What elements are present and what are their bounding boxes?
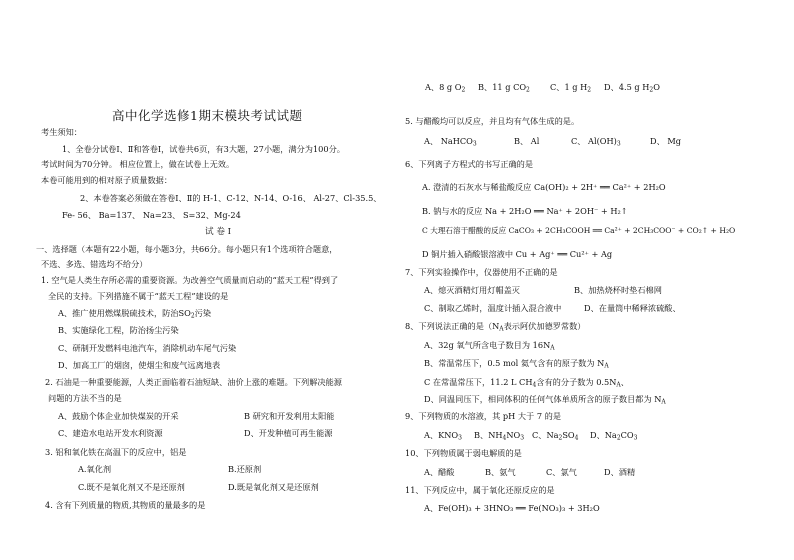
q8-option-c-text: C 在常温常压下，11.2 L CH bbox=[424, 377, 533, 387]
q8-option-a-text: A、32g 氧气所含电子数目为 16N bbox=[424, 340, 551, 350]
q1-option-a-text: A、推广使用燃煤脱硫技术，防治SO bbox=[58, 308, 191, 318]
section-instruction-2: 不选、多选、错选均不给分） bbox=[41, 259, 148, 269]
q4-option-d-sub: 2 bbox=[649, 86, 654, 94]
q8-option-a bbox=[424, 341, 555, 352]
q8-option-c-mid: 含有的分子数为 0.5N bbox=[536, 377, 617, 387]
q4-option-c-text: C、1 g H bbox=[550, 82, 588, 92]
q9-option-d-sub: 2 bbox=[616, 434, 621, 442]
q8-option-b-sub: A bbox=[604, 362, 609, 370]
q9-option-a bbox=[424, 431, 462, 442]
q9-option-c-text: C、Na bbox=[532, 430, 559, 440]
q2-stem-2: 问题的方法不当的是 bbox=[48, 393, 122, 403]
q3-option-b: B.还原剂 bbox=[228, 464, 262, 474]
q9-option-b-tail: NO bbox=[506, 430, 521, 440]
q9-option-c bbox=[532, 431, 578, 442]
q8-option-c bbox=[424, 378, 629, 389]
q2-stem-1: 2. 石油是一种重要能源，人类正面临着石油短缺、油价上涨的难题。下列解决能源 bbox=[45, 377, 342, 387]
q10-stem: 10、下列物质属于弱电解质的是 bbox=[405, 448, 522, 458]
q4-option-c bbox=[550, 83, 591, 94]
q3-option-a: A.氧化剂 bbox=[78, 464, 112, 474]
q6-option-a: A. 澄清的石灰水与稀盐酸反应 Ca(OH)₂ + 2H⁺ ══ Ca²⁺ + 2H₂O bbox=[422, 182, 666, 192]
q4-option-b bbox=[478, 83, 530, 94]
q9-option-b bbox=[474, 431, 524, 442]
exam-title: 高中化学选修1期末模块考试试题 bbox=[112, 108, 303, 123]
q3-option-c: C.既不是氧化剂又不是还原剂 bbox=[78, 482, 185, 492]
q2-option-b: B 研究和开发利用太阳能 bbox=[244, 411, 335, 421]
q9-option-c-tail: SO bbox=[562, 430, 575, 440]
q1-option-a bbox=[58, 309, 211, 320]
q2-option-d: D、开发种植可再生能源 bbox=[244, 428, 333, 438]
q8-stem-text: 8、下列说法正确的是（N bbox=[405, 321, 500, 331]
q4-option-d-text: D、4.5 g H bbox=[604, 82, 650, 92]
q3-stem: 3. 铝和氧化铁在高温下的反应中，铝是 bbox=[45, 447, 187, 457]
q11-stem: 11、下列反应中，属于氧化还原反应的是 bbox=[405, 485, 555, 495]
q1-option-a-tail: 污染 bbox=[194, 308, 212, 318]
q9-stem: 9、下列物质的水溶液，其 pH 大于 7 的是 bbox=[405, 411, 562, 421]
q6-stem: 6、下列离子方程式的书写正确的是 bbox=[405, 159, 534, 169]
q1-option-b: B、实施绿化工程，防治扬尘污染 bbox=[58, 325, 179, 335]
notice-heading: 考生须知： bbox=[41, 127, 82, 137]
q6-option-c: C 大理石溶于醋酸的反应 CaCO₃ + 2CH₃COOH ══ Ca²⁺ + 2CH₃COO⁻ + CO₂↑ + H₂O bbox=[422, 226, 736, 235]
q9-option-c-sub2: 4 bbox=[574, 434, 579, 442]
q4-option-c-sub: 2 bbox=[587, 86, 592, 94]
q5-option-c-text: C、 Al(OH) bbox=[571, 136, 617, 146]
q10-option-c: C、氯气 bbox=[546, 467, 577, 477]
q4-option-b-text: B、11 g CO bbox=[478, 82, 527, 92]
q8-stem-sub: A bbox=[499, 325, 504, 333]
q4-option-a-text: A、8 g O bbox=[425, 82, 462, 92]
q2-option-a: A、鼓励个体企业加快煤炭的开采 bbox=[58, 411, 179, 421]
q1-stem-2: 全民的支持。下列措施不属于“蓝天工程”建设的是 bbox=[48, 291, 229, 301]
q5-option-c bbox=[571, 137, 621, 148]
q9-option-d-tail: CO bbox=[620, 430, 634, 440]
notice-time: 考试时间为70分钟。 相应位置上，做在试卷上无效。 bbox=[41, 159, 235, 169]
q10-option-b: B、氨气 bbox=[485, 467, 516, 477]
q1-stem-1: 1. 空气是人类生存所必需的重要资源。为改善空气质量而启动的“蓝天工程”得到了 bbox=[41, 275, 339, 285]
q10-option-d: D、酒精 bbox=[604, 467, 636, 477]
q5-option-a-sub: 3 bbox=[472, 140, 477, 148]
section-instruction-1: 一、选择题（本题有22小题，每小题3分，共66分。每小题只有1个选项符合题意， bbox=[36, 244, 338, 254]
q6-option-b: B. 钠与水的反应 Na + 2H₂O ══ Na⁺ + 2OH⁻ + H₂↑ bbox=[422, 206, 628, 216]
q8-option-d-text: D、同温同压下，相同体积的任何气体单质所含的原子数目都为 N bbox=[424, 394, 662, 404]
q7-stem: 7、下列实验操作中，仪器使用不正确的是 bbox=[405, 267, 558, 277]
q8-option-a-sub: A bbox=[550, 344, 555, 352]
q5-option-b: B、 Al bbox=[514, 136, 540, 146]
q4-option-b-sub: 2 bbox=[526, 86, 530, 94]
q7-option-b: B、加热烧杯时垫石棉网 bbox=[574, 285, 662, 295]
q9-option-d bbox=[590, 431, 637, 442]
q5-option-c-sub: 3 bbox=[616, 140, 621, 148]
q1-option-d: D、加高工厂的烟囱，使烟尘和废气远离地表 bbox=[58, 360, 221, 370]
q8-option-c-sub1: 4 bbox=[532, 381, 537, 389]
q3-option-d: D.既是氧化剂又是还原剂 bbox=[228, 482, 319, 492]
atomic-mass-heading: 本卷可能用到的相对原子质量数据： bbox=[41, 175, 173, 185]
q8-option-b-text: B、常温常压下，0.5 mol 氦气含有的原子数为 N bbox=[424, 358, 605, 368]
q9-option-b-text: B、NH bbox=[474, 430, 503, 440]
q6-option-d: D 铜片插入硝酸银溶液中 Cu + Ag⁺ ══ Cu²⁺ + Ag bbox=[422, 249, 613, 259]
q9-option-b-sub2: 3 bbox=[520, 434, 525, 442]
notice-item-1: 1、全卷分试卷Ⅰ、Ⅱ和答卷Ⅰ，试卷共6页，有3大题，27小题，满分为100分。 bbox=[62, 144, 345, 154]
section-header: 试 卷 Ⅰ bbox=[205, 227, 232, 237]
q8-stem bbox=[405, 322, 585, 333]
q9-option-a-sub: 3 bbox=[458, 434, 462, 442]
q2-option-c: C、建造水电站开发水利资源 bbox=[58, 428, 163, 438]
q7-option-a: A、熄灭酒精灯用灯帽盖灭 bbox=[424, 285, 520, 295]
q9-option-d-text: D、Na bbox=[590, 430, 617, 440]
q8-option-b bbox=[424, 359, 609, 370]
q4-option-d bbox=[604, 83, 660, 94]
notice-item-2a: 2、本卷答案必须做在答卷Ⅰ、Ⅱ的 H-1、C-12、N-14、O-16、 Al-27、Cl-35.5、 bbox=[80, 193, 382, 203]
notice-item-2b: Fe- 56、 Ba=137、 Na=23、 S=32、Mg-24 bbox=[62, 210, 241, 220]
q8-stem-tail: 表示阿伏加德罗常数） bbox=[503, 321, 586, 331]
q4-option-a-sub: 2 bbox=[461, 86, 466, 94]
q5-option-a bbox=[424, 137, 477, 148]
q10-option-a: A、醋酸 bbox=[424, 467, 455, 477]
q9-option-a-text: A、KNO bbox=[424, 430, 459, 440]
q5-option-a-text: A、 NaHCO bbox=[424, 136, 473, 146]
q8-option-d-sub: A bbox=[661, 398, 666, 406]
q9-option-b-sub: 4 bbox=[502, 434, 507, 442]
q5-option-d: D、 Mg bbox=[650, 136, 681, 146]
q4-option-a bbox=[425, 83, 465, 94]
q8-option-d bbox=[424, 395, 666, 406]
q1-option-c: C、研制开发燃料电池汽车，消除机动车尾气污染 bbox=[58, 343, 237, 353]
q7-option-d: D、在量筒中稀释浓硫酸、 bbox=[584, 303, 681, 313]
q4-stem: 4. 含有下列质量的物质,其物质的量最多的是 bbox=[45, 500, 206, 510]
q1-option-a-sub: 2 bbox=[190, 312, 195, 320]
q7-option-c: C、制取乙烯时，温度计插入混合液中 bbox=[424, 303, 562, 313]
q5-stem: 5. 与醋酸均可以反应，并且均有气体生成的是。 bbox=[405, 116, 580, 126]
q9-option-d-sub2: 3 bbox=[633, 434, 638, 442]
q9-option-c-sub: 2 bbox=[558, 434, 563, 442]
q8-option-c-tail: 、 bbox=[620, 377, 629, 387]
q4-option-d-tail: O bbox=[653, 82, 660, 92]
q8-option-c-sub2: A bbox=[616, 381, 621, 389]
q11-option-a: A、Fe(OH)₃ + 3HNO₃ ══ Fe(NO₃)₃ + 3H₂O bbox=[424, 503, 600, 513]
